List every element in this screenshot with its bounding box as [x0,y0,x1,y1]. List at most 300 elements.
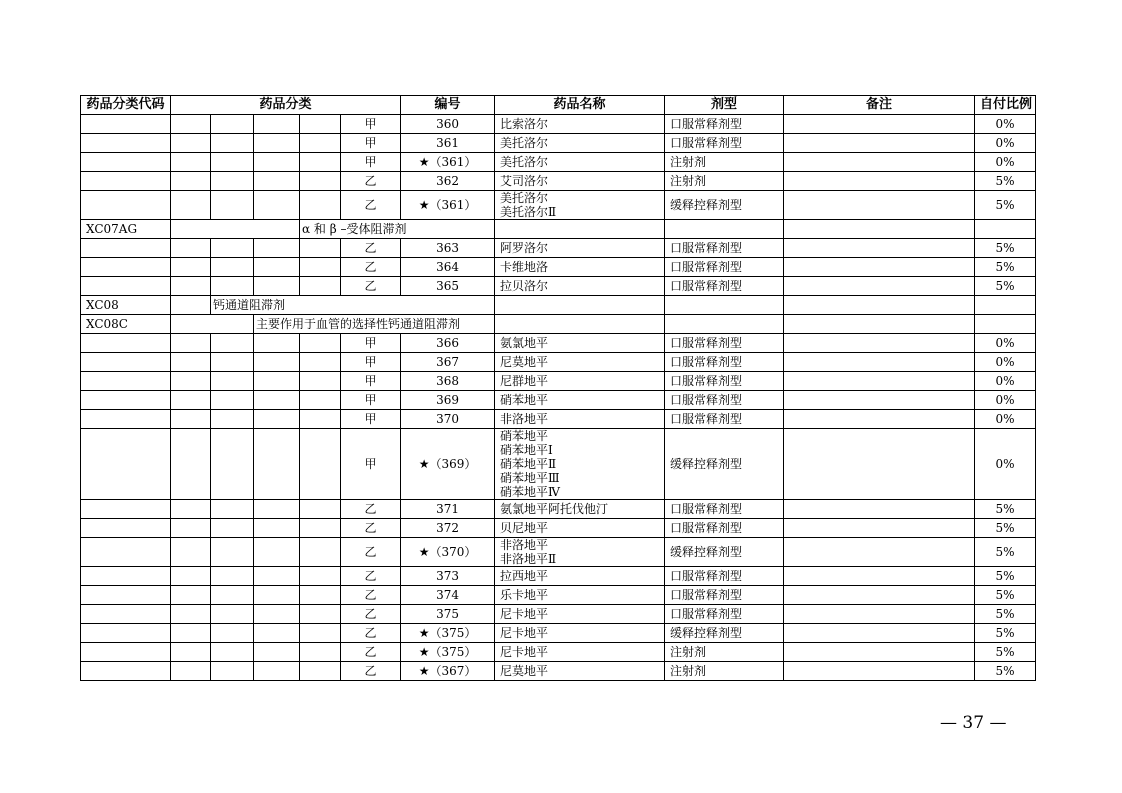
drug-name-cell [495,519,665,538]
note-cell [784,191,975,220]
header-code: 药品分类代码 [81,96,171,115]
drug-number-cell: 375 [401,605,495,624]
note-cell [784,605,975,624]
self-pay-ratio-cell: 5% [975,172,1036,191]
category-cell [254,172,300,191]
drug-number-cell: ★（367） [401,662,495,681]
category-cell [300,277,341,296]
dosage-form-cell: 口服常释剂型 [665,372,784,391]
category-code-cell [81,353,171,372]
self-pay-ratio-cell: 5% [975,500,1036,519]
note-cell [784,115,975,134]
drug-row [81,277,1036,296]
category-code-cell: XC07AG [81,220,171,239]
drug-number-cell: 366 [401,334,495,353]
drug-name-cell [495,353,665,372]
drug-name-cell [495,315,665,334]
drug-level-cell: 乙 [341,643,401,662]
dosage-form-cell: 口服常释剂型 [665,334,784,353]
category-cell [171,410,211,429]
category-cell [254,391,300,410]
category-cell [300,519,341,538]
category-cell [254,662,300,681]
self-pay-ratio-cell: 0% [975,429,1036,500]
self-pay-ratio-cell: 5% [975,258,1036,277]
drug-name-line: 氨氯地平阿托伐他汀 [500,502,609,516]
drug-name-cell [495,172,665,191]
drug-number-cell: 374 [401,586,495,605]
self-pay-ratio-cell: 5% [975,662,1036,681]
category-code-cell [81,662,171,681]
category-cell [254,410,300,429]
drug-number-cell: 372 [401,519,495,538]
drug-name-line: 卡维地洛 [500,260,549,274]
drug-name-cell [495,410,665,429]
self-pay-ratio-cell: 5% [975,191,1036,220]
category-cell [171,372,211,391]
note-cell [784,277,975,296]
category-cell [300,586,341,605]
drug-level-cell: 甲 [341,410,401,429]
category-cell [171,115,211,134]
category-cell [254,500,300,519]
category-cell [211,191,254,220]
drug-name-cell [495,429,665,500]
drug-row [81,191,1036,220]
drug-name-line: 硝苯地平Ⅳ [500,485,561,499]
category-cell [171,500,211,519]
drug-number-cell: ★（375） [401,643,495,662]
category-cell [300,643,341,662]
note-cell [784,410,975,429]
note-cell [784,429,975,500]
category-cell [300,410,341,429]
note-cell [784,172,975,191]
category-cell [211,586,254,605]
drug-level-cell: 乙 [341,277,401,296]
category-code-cell [81,410,171,429]
category-code-cell [81,605,171,624]
dosage-form-cell: 口服常释剂型 [665,586,784,605]
drug-row [81,624,1036,643]
category-code-cell [81,567,171,586]
category-spacer-cell [171,315,254,334]
category-code-cell [81,239,171,258]
drug-name-line: 尼莫地平 [500,355,549,369]
drug-level-cell: 乙 [341,519,401,538]
category-cell [254,605,300,624]
category-code-cell [81,115,171,134]
drug-catalog-table [80,95,1036,681]
category-cell [211,429,254,500]
drug-level-cell: 甲 [341,429,401,500]
category-cell [211,115,254,134]
category-cell [300,567,341,586]
category-cell [254,538,300,567]
category-cell [171,643,211,662]
drug-level-cell: 乙 [341,586,401,605]
category-cell [171,353,211,372]
category-cell [254,519,300,538]
dosage-form-cell: 缓释控释剂型 [665,624,784,643]
drug-name-line: 美托洛尔 [500,191,549,205]
category-cell [254,372,300,391]
drug-level-cell: 乙 [341,567,401,586]
drug-level-cell: 甲 [341,372,401,391]
category-cell [254,353,300,372]
drug-level-cell: 甲 [341,353,401,372]
category-cell [300,334,341,353]
category-cell [254,567,300,586]
category-spacer-cell [171,220,300,239]
category-code-cell [81,372,171,391]
category-cell [300,239,341,258]
category-cell [300,500,341,519]
drug-level-cell: 甲 [341,334,401,353]
category-cell [211,258,254,277]
category-cell [254,586,300,605]
dosage-form-cell: 口服常释剂型 [665,258,784,277]
drug-row [81,353,1036,372]
drug-row [81,172,1036,191]
note-cell [784,134,975,153]
category-cell [171,429,211,500]
category-cell [300,605,341,624]
category-cell [171,258,211,277]
drug-level-cell: 乙 [341,172,401,191]
drug-name-line: 贝尼地平 [500,521,549,535]
category-cell [211,567,254,586]
drug-row [81,334,1036,353]
category-cell [211,353,254,372]
self-pay-ratio-cell: 5% [975,538,1036,567]
drug-level-cell: 甲 [341,134,401,153]
category-cell [254,239,300,258]
category-cell [300,624,341,643]
note-cell [784,334,975,353]
dosage-form-cell: 口服常释剂型 [665,519,784,538]
dosage-form-cell: 口服常释剂型 [665,134,784,153]
category-cell [254,134,300,153]
category-cell [254,115,300,134]
self-pay-ratio-cell: 0% [975,115,1036,134]
category-cell [300,353,341,372]
drug-name-cell [495,538,665,567]
note-cell [784,391,975,410]
category-label-cell: α 和 β –受体阻滞剂 [300,220,495,239]
drug-name-line: 尼群地平 [500,374,549,388]
drug-row [81,153,1036,172]
header-note: 备注 [784,96,975,115]
category-cell [211,410,254,429]
category-cell [211,334,254,353]
drug-number-cell: 371 [401,500,495,519]
category-cell [171,134,211,153]
drug-row [81,429,1036,500]
drug-number-cell: 363 [401,239,495,258]
drug-name-line: 拉西地平 [500,569,549,583]
category-cell [171,391,211,410]
drug-name-cell [495,334,665,353]
category-cell [254,258,300,277]
self-pay-ratio-cell [975,220,1036,239]
drug-number-cell: 368 [401,372,495,391]
note-cell [784,586,975,605]
category-label-cell: 钙通道阻滞剂 [211,296,495,315]
category-cell [211,624,254,643]
drug-name-cell [495,500,665,519]
header-ratio: 自付比例 [975,96,1036,115]
dosage-form-cell: 缓释控释剂型 [665,191,784,220]
drug-name-line: 硝苯地平Ⅱ [500,457,557,471]
drug-level-cell: 乙 [341,500,401,519]
category-cell [211,277,254,296]
drug-number-cell: 361 [401,134,495,153]
drug-level-cell: 乙 [341,605,401,624]
drug-name-line: 比索洛尔 [500,117,549,131]
drug-level-cell: 甲 [341,153,401,172]
self-pay-ratio-cell: 0% [975,134,1036,153]
category-section-row [81,220,1036,239]
category-cell [171,153,211,172]
category-cell [254,334,300,353]
drug-row [81,258,1036,277]
drug-number-cell: 369 [401,391,495,410]
drug-number-cell: 367 [401,353,495,372]
drug-level-cell: 甲 [341,391,401,410]
drug-name-cell [495,239,665,258]
drug-name-cell [495,372,665,391]
dosage-form-cell: 口服常释剂型 [665,410,784,429]
drug-number-cell: 370 [401,410,495,429]
drug-name-cell [495,258,665,277]
drug-name-line: 美托洛尔 [500,136,549,150]
drug-name-cell [495,605,665,624]
category-cell [211,519,254,538]
note-cell [784,567,975,586]
category-code-cell [81,258,171,277]
drug-name-cell [495,624,665,643]
drug-row [81,605,1036,624]
category-cell [300,153,341,172]
category-code-cell [81,624,171,643]
drug-name-cell [495,586,665,605]
category-code-cell: XC08 [81,296,171,315]
drug-name-line: 硝苯地平 [500,393,549,407]
dosage-form-cell: 口服常释剂型 [665,277,784,296]
drug-name-cell [495,277,665,296]
drug-level-cell: 乙 [341,258,401,277]
table-body [81,115,1036,681]
drug-row [81,500,1036,519]
drug-name-line: 美托洛尔Ⅱ [500,205,557,219]
drug-row [81,115,1036,134]
category-cell [254,191,300,220]
category-cell [171,586,211,605]
category-cell [300,391,341,410]
category-cell [171,191,211,220]
drug-name-cell [495,115,665,134]
header-number: 编号 [401,96,495,115]
note-cell [784,220,975,239]
dosage-form-cell: 注射剂 [665,153,784,172]
drug-name-cell [495,191,665,220]
self-pay-ratio-cell: 0% [975,410,1036,429]
category-cell [254,429,300,500]
self-pay-ratio-cell: 5% [975,605,1036,624]
drug-name-line: 硝苯地平Ⅲ [500,471,560,485]
header-form: 剂型 [665,96,784,115]
category-cell [211,643,254,662]
dosage-form-cell: 口服常释剂型 [665,567,784,586]
drug-row [81,662,1036,681]
category-cell [300,115,341,134]
drug-row [81,519,1036,538]
category-code-cell [81,334,171,353]
self-pay-ratio-cell: 5% [975,586,1036,605]
drug-number-cell: ★（361） [401,153,495,172]
drug-row [81,239,1036,258]
drug-row [81,372,1036,391]
note-cell [784,643,975,662]
self-pay-ratio-cell: 0% [975,391,1036,410]
self-pay-ratio-cell [975,315,1036,334]
drug-number-cell: 364 [401,258,495,277]
drug-name-line: 阿罗洛尔 [500,241,549,255]
category-cell [211,500,254,519]
drug-name-line: 艾司洛尔 [500,174,549,188]
drug-name-line: 非洛地平 [500,538,549,552]
category-cell [171,277,211,296]
drug-level-cell: 甲 [341,115,401,134]
dosage-form-cell: 口服常释剂型 [665,353,784,372]
drug-level-cell: 乙 [341,191,401,220]
self-pay-ratio-cell: 0% [975,353,1036,372]
self-pay-ratio-cell [975,296,1036,315]
category-cell [171,605,211,624]
dosage-form-cell: 口服常释剂型 [665,391,784,410]
category-cell [211,662,254,681]
page-number: — 37 — [940,713,1007,733]
category-cell [300,172,341,191]
drug-number-cell: ★（370） [401,538,495,567]
drug-name-cell [495,567,665,586]
drug-level-cell: 乙 [341,538,401,567]
category-cell [211,372,254,391]
category-code-cell [81,538,171,567]
category-cell [171,172,211,191]
category-cell [171,239,211,258]
category-cell [171,519,211,538]
category-section-row [81,315,1036,334]
drug-name-cell [495,391,665,410]
category-cell [254,153,300,172]
category-cell [300,372,341,391]
category-cell [300,662,341,681]
self-pay-ratio-cell: 0% [975,334,1036,353]
dosage-form-cell: 缓释控释剂型 [665,429,784,500]
category-code-cell [81,429,171,500]
dosage-form-cell: 口服常释剂型 [665,500,784,519]
header-name: 药品名称 [495,96,665,115]
self-pay-ratio-cell: 5% [975,277,1036,296]
self-pay-ratio-cell: 5% [975,519,1036,538]
drug-number-cell: ★（361） [401,191,495,220]
category-code-cell [81,134,171,153]
drug-name-cell [495,153,665,172]
category-code-cell [81,586,171,605]
category-cell [300,538,341,567]
category-cell [254,624,300,643]
drug-number-cell: ★（369） [401,429,495,500]
table-header-row [81,96,1036,115]
category-cell [211,605,254,624]
category-cell [300,429,341,500]
category-cell [171,624,211,643]
drug-name-line: 尼卡地平 [500,645,549,659]
category-cell [171,567,211,586]
drug-number-cell: ★（375） [401,624,495,643]
dosage-form-cell: 缓释控释剂型 [665,538,784,567]
note-cell [784,258,975,277]
note-cell [784,315,975,334]
drug-row [81,538,1036,567]
note-cell [784,296,975,315]
self-pay-ratio-cell: 5% [975,643,1036,662]
category-code-cell [81,153,171,172]
dosage-form-cell [665,315,784,334]
note-cell [784,538,975,567]
drug-row [81,410,1036,429]
dosage-form-cell: 口服常释剂型 [665,115,784,134]
drug-row [81,391,1036,410]
category-code-cell [81,500,171,519]
self-pay-ratio-cell: 5% [975,567,1036,586]
note-cell [784,239,975,258]
drug-name-line: 非洛地平 [500,412,549,426]
drug-name-line: 尼莫地平 [500,664,549,678]
drug-row [81,643,1036,662]
drug-name-cell [495,220,665,239]
drug-number-cell: 365 [401,277,495,296]
category-code-cell [81,643,171,662]
drug-name-line: 非洛地平Ⅱ [500,552,557,566]
drug-name-cell [495,643,665,662]
drug-name-line: 拉贝洛尔 [500,279,549,293]
header-category: 药品分类 [171,96,401,115]
category-cell [211,391,254,410]
category-cell [254,643,300,662]
dosage-form-cell [665,220,784,239]
category-code-cell [81,172,171,191]
drug-name-line: 硝苯地平 [500,429,549,443]
drug-name-line: 美托洛尔 [500,155,549,169]
dosage-form-cell: 注射剂 [665,662,784,681]
category-code-cell [81,191,171,220]
category-spacer-cell [171,296,211,315]
category-code-cell [81,391,171,410]
drug-name-line: 氨氯地平 [500,336,549,350]
dosage-form-cell: 口服常释剂型 [665,239,784,258]
note-cell [784,519,975,538]
drug-name-line: 尼卡地平 [500,626,549,640]
note-cell [784,500,975,519]
dosage-form-cell [665,296,784,315]
category-cell [300,191,341,220]
category-cell [254,277,300,296]
drug-level-cell: 乙 [341,662,401,681]
category-cell [211,172,254,191]
